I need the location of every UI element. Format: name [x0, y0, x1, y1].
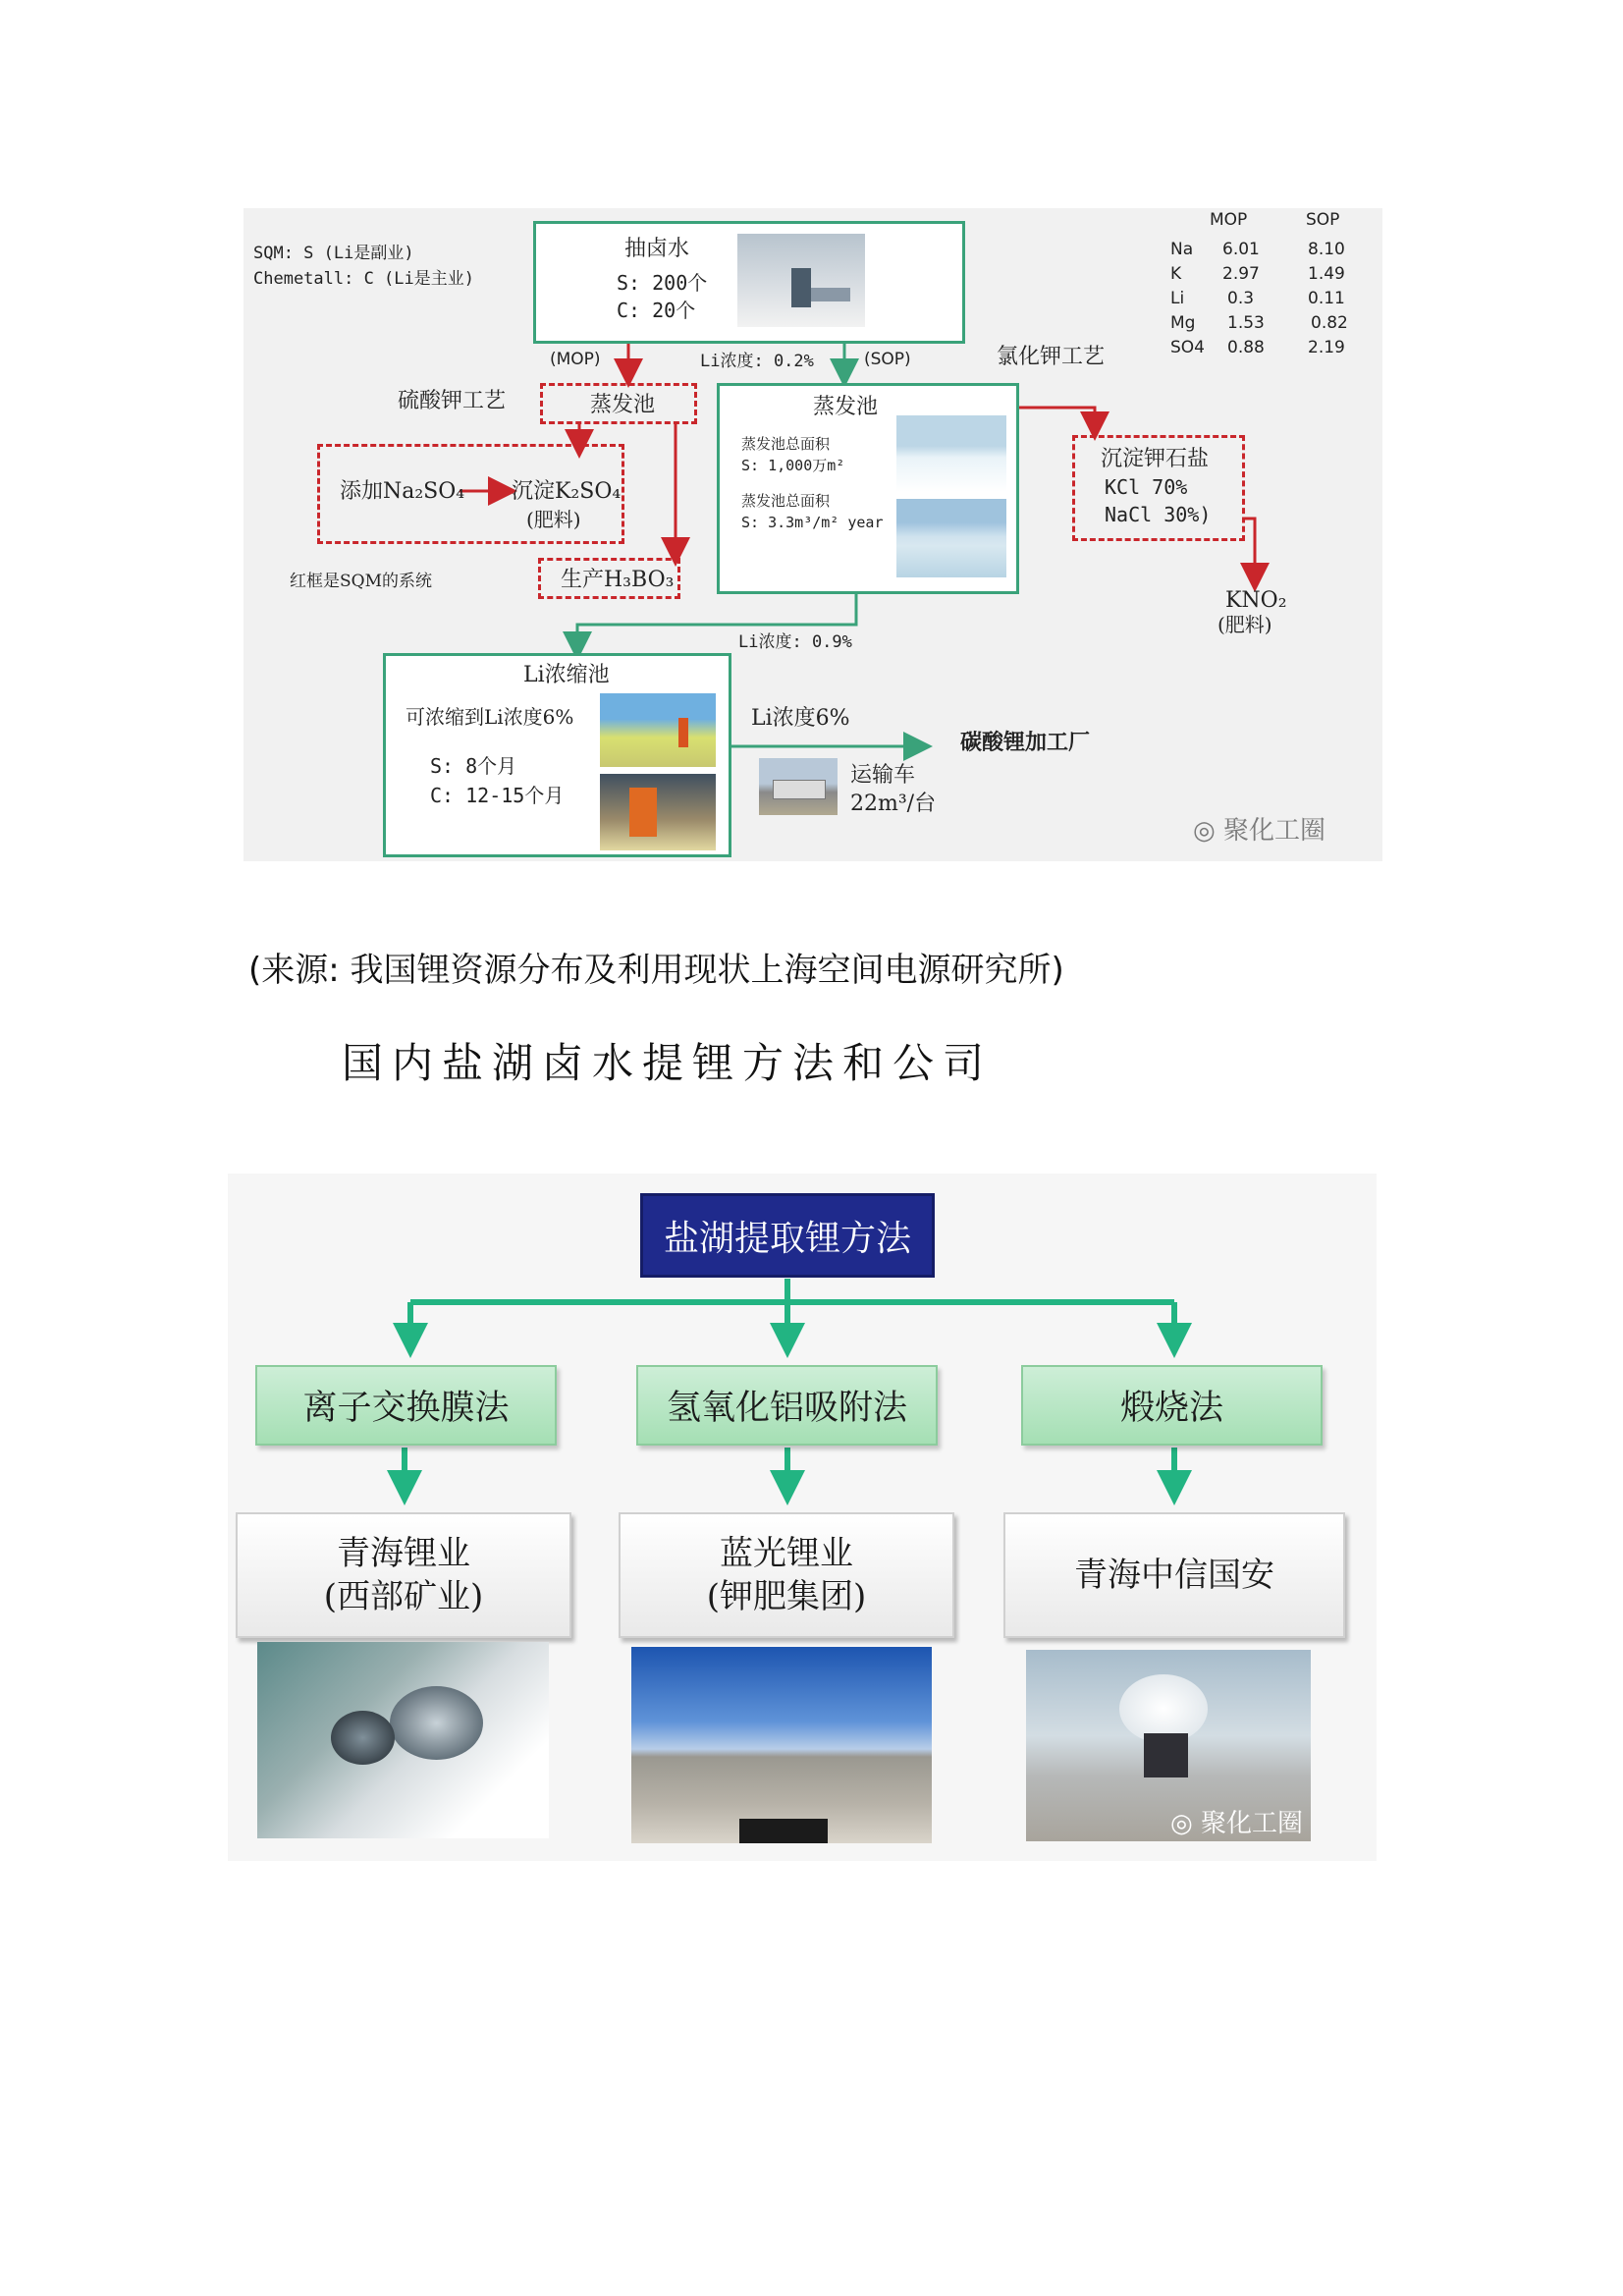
- wechat-icon: ◎: [1170, 1809, 1193, 1838]
- table-sop-1: 1.49: [1308, 264, 1345, 284]
- li-concentration-1: Li浓度: 0.2%: [700, 352, 814, 371]
- method-calcination: 煅烧法: [1021, 1365, 1323, 1446]
- table-sop-3: 0.82: [1311, 313, 1348, 333]
- company-2-parent: (钾肥集团): [706, 1577, 867, 1616]
- evap-area-2-label: 蒸发池总面积: [741, 492, 831, 510]
- concentrate-c: C: 12-15个月: [430, 784, 565, 807]
- pump-title: 抽卤水: [624, 237, 690, 261]
- kcl-process-label: 氯化钾工艺: [997, 345, 1106, 369]
- li-concentration-3: Li浓度6%: [751, 706, 850, 731]
- evap-area-1-label: 蒸发池总面积: [741, 435, 831, 453]
- company-languang-lithium: [619, 1512, 954, 1638]
- nacl-percent: NaCl 30%): [1105, 503, 1212, 526]
- figure-source-caption: (来源: 我国锂资源分布及利用现状上海空间电源研究所): [248, 951, 1064, 990]
- evap-pond-photo-2: [896, 499, 1006, 577]
- li-concentration-2: Li浓度: 0.9%: [738, 632, 852, 652]
- table-mop-4: 0.88: [1227, 338, 1265, 357]
- qinghai-lithium-photo: [257, 1642, 549, 1838]
- company-3-name: 青海中信国安: [1074, 1555, 1274, 1595]
- table-header-mop: MOP: [1210, 210, 1248, 230]
- evaporation-pond-small: [540, 383, 697, 424]
- k2so4-process-box: [317, 444, 624, 544]
- section-heading: 国内盐湖卤水提锂方法和公司: [342, 1039, 994, 1087]
- company-qinghai-lithium: [236, 1512, 571, 1638]
- lithium-carbonate-plant: 碳酸锂加工厂: [960, 730, 1091, 755]
- kcl-percent: KCl 70%: [1105, 475, 1188, 499]
- table-sop-4: 2.19: [1308, 338, 1345, 357]
- truck-label: 运输车: [850, 763, 916, 788]
- truck-capacity: 22m³/台: [850, 792, 937, 816]
- precip-sylvinite: 沉淀钾石盐: [1101, 447, 1210, 471]
- table-el-0: Na: [1170, 240, 1194, 259]
- wechat-icon: ◎: [1193, 816, 1216, 846]
- k2so4-process-label: 硫酸钾工艺: [398, 389, 507, 413]
- table-header-sop: SOP: [1306, 210, 1340, 230]
- table-mop-3: 1.53: [1227, 313, 1265, 333]
- fertilizer-1: (肥料): [526, 508, 581, 531]
- method-ion-exchange: 离子交换膜法: [255, 1365, 557, 1446]
- red-frame-note: 红框是SQM的系统: [290, 572, 432, 591]
- concentrate-note: 可浓缩到Li浓度6%: [406, 705, 574, 729]
- pump-brine-box: [533, 221, 965, 344]
- table-mop-1: 2.97: [1222, 264, 1260, 284]
- table-el-1: K: [1170, 264, 1182, 284]
- evap-big-title: 蒸发池: [813, 395, 879, 419]
- produce-h3bo3: 生产H₃BO₃: [561, 568, 675, 592]
- table-el-2: Li: [1170, 289, 1185, 308]
- evaporation-pond-big: [717, 383, 1019, 594]
- sylvinite-box: [1072, 435, 1245, 541]
- watermark-1: [1193, 810, 1325, 847]
- arrow-to-sylvinite: [1019, 408, 1095, 426]
- table-mop-2: 0.3: [1227, 289, 1255, 308]
- watermark-2: [1170, 1803, 1303, 1839]
- table-mop-0: 6.01: [1222, 240, 1260, 259]
- arrow-to-kno2: [1245, 519, 1255, 577]
- root-method-box: 盐湖提取锂方法: [640, 1193, 935, 1278]
- evap-pond-photo-1: [896, 415, 1006, 492]
- table-el-4: SO4: [1170, 338, 1205, 357]
- concentrate-photo-2: [600, 774, 716, 850]
- pump-s: S: 200个: [617, 271, 708, 295]
- legend-chemetall: Chemetall: C (Li是主业): [253, 269, 474, 289]
- evap-area-2-value: S: 3.3m³/m² year: [741, 514, 884, 531]
- li-concentration-pond: [383, 653, 731, 857]
- precip-k2so4: 沉淀K₂SO₄: [512, 479, 622, 504]
- table-sop-0: 8.10: [1308, 240, 1345, 259]
- h3bo3-box: [538, 558, 680, 599]
- kno2-label: KNO₂: [1225, 588, 1287, 613]
- truck-photo: [759, 758, 838, 815]
- brine-pump-photo: [737, 234, 865, 327]
- pump-c: C: 20个: [617, 299, 696, 322]
- concentrate-title: Li浓缩池: [523, 663, 610, 687]
- watermark-1-text: 聚化工圈: [1222, 816, 1325, 846]
- company-2-name: 蓝光锂业: [720, 1533, 853, 1573]
- evap-area-1-value: S: 1,000万m²: [741, 457, 845, 474]
- fertilizer-2: (肥料): [1217, 613, 1272, 636]
- table-el-3: Mg: [1170, 313, 1196, 333]
- company-citic-guoan: [1003, 1512, 1345, 1638]
- mop-label: (MOP): [550, 350, 601, 369]
- add-na2so4: 添加Na₂SO₄: [340, 479, 465, 504]
- table-sop-2: 0.11: [1308, 289, 1345, 308]
- method-aluminum-hydroxide: 氢氧化铝吸附法: [636, 1365, 938, 1446]
- legend-sqm: SQM: S (Li是副业): [253, 244, 414, 263]
- languang-lithium-photo: [631, 1647, 932, 1843]
- company-1-name: 青海锂业: [337, 1533, 470, 1573]
- evap-small-label: 蒸发池: [590, 393, 656, 417]
- sop-label: (SOP): [864, 350, 911, 369]
- company-1-parent: (西部矿业): [323, 1577, 484, 1616]
- concentrate-s: S: 8个月: [430, 754, 517, 778]
- concentrate-photo-1: [600, 693, 716, 767]
- watermark-2-text: 聚化工圈: [1200, 1809, 1303, 1838]
